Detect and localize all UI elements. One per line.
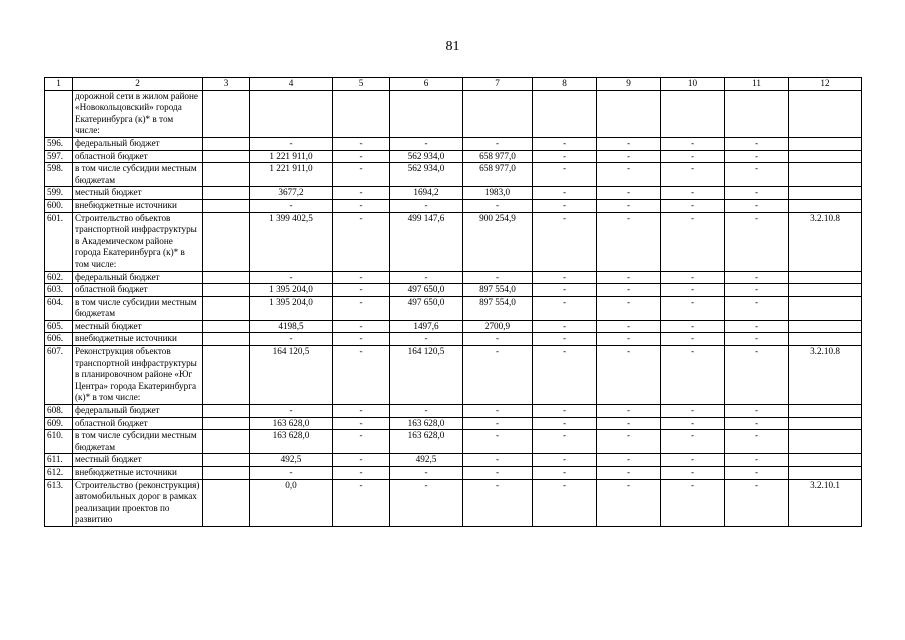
row-number-cell: 596. bbox=[45, 137, 73, 150]
table-row bbox=[45, 284, 862, 297]
row-number-cell: 613. bbox=[45, 479, 73, 526]
total-cell: - bbox=[250, 137, 333, 150]
col-5-cell: - bbox=[333, 479, 390, 526]
col-11-cell: - bbox=[725, 163, 789, 187]
col-6-cell: 1694,2 bbox=[390, 187, 463, 200]
target-ref-cell bbox=[789, 454, 862, 467]
col-10-cell: - bbox=[661, 454, 725, 467]
col-11-cell: - bbox=[725, 467, 789, 480]
col-9-cell: - bbox=[597, 479, 661, 526]
total-cell: - bbox=[250, 199, 333, 212]
item-name-cell: областной бюджет bbox=[73, 150, 203, 163]
table-header-row bbox=[45, 78, 862, 91]
col-3-cell bbox=[203, 296, 250, 320]
col-11-cell: - bbox=[725, 284, 789, 297]
col-10-cell: - bbox=[661, 467, 725, 480]
col-7-cell: - bbox=[463, 405, 533, 418]
col-8-cell: - bbox=[533, 346, 597, 405]
table-row bbox=[45, 296, 862, 320]
item-name-cell: областной бюджет bbox=[73, 417, 203, 430]
col-7-cell: - bbox=[463, 479, 533, 526]
col-10-cell: - bbox=[661, 163, 725, 187]
col-5-cell: - bbox=[333, 467, 390, 480]
column-number-3: 3 bbox=[203, 78, 250, 91]
row-number-cell: 599. bbox=[45, 187, 73, 200]
total-cell: 3677,2 bbox=[250, 187, 333, 200]
col-8-cell: - bbox=[533, 454, 597, 467]
col-8-cell: - bbox=[533, 284, 597, 297]
col-3-cell bbox=[203, 163, 250, 187]
column-number-2: 2 bbox=[73, 78, 203, 91]
col-7-cell: 658 977,0 bbox=[463, 163, 533, 187]
item-name-cell: в том числе субсидии местным бюджетам bbox=[73, 296, 203, 320]
col-6-cell: 497 650,0 bbox=[390, 296, 463, 320]
col-6-cell: - bbox=[390, 467, 463, 480]
table-row bbox=[45, 212, 862, 271]
total-cell: 492,5 bbox=[250, 454, 333, 467]
col-11-cell: - bbox=[725, 199, 789, 212]
item-name-cell: федеральный бюджет bbox=[73, 137, 203, 150]
item-name-cell: федеральный бюджет bbox=[73, 405, 203, 418]
col-11-cell: - bbox=[725, 187, 789, 200]
col-3-cell bbox=[203, 479, 250, 526]
table-row bbox=[45, 150, 862, 163]
item-name-cell: местный бюджет bbox=[73, 187, 203, 200]
table-row bbox=[45, 163, 862, 187]
col-9-cell: - bbox=[597, 430, 661, 454]
col-3-cell bbox=[203, 150, 250, 163]
table-row bbox=[45, 346, 862, 405]
col-10-cell: - bbox=[661, 271, 725, 284]
target-ref-cell bbox=[789, 90, 862, 137]
total-cell: 163 628,0 bbox=[250, 430, 333, 454]
item-name-cell: внебюджетные источники bbox=[73, 333, 203, 346]
column-number-8: 8 bbox=[533, 78, 597, 91]
col-10-cell bbox=[661, 90, 725, 137]
target-ref-cell bbox=[789, 320, 862, 333]
col-7-cell: - bbox=[463, 430, 533, 454]
total-cell: 1 221 911,0 bbox=[250, 163, 333, 187]
col-10-cell: - bbox=[661, 346, 725, 405]
col-9-cell: - bbox=[597, 320, 661, 333]
col-3-cell bbox=[203, 212, 250, 271]
table-row bbox=[45, 417, 862, 430]
budget-table bbox=[44, 77, 862, 527]
col-10-cell: - bbox=[661, 296, 725, 320]
col-7-cell: 2700,9 bbox=[463, 320, 533, 333]
target-ref-cell: 3.2.10.8 bbox=[789, 346, 862, 405]
target-ref-cell bbox=[789, 284, 862, 297]
col-10-cell: - bbox=[661, 212, 725, 271]
item-name-cell: федеральный бюджет bbox=[73, 271, 203, 284]
col-7-cell: - bbox=[463, 417, 533, 430]
item-name-cell: внебюджетные источники bbox=[73, 467, 203, 480]
col-10-cell: - bbox=[661, 417, 725, 430]
target-ref-cell bbox=[789, 405, 862, 418]
item-name-cell: Строительство объектов транспортной инфраструктуры в Академическом районе города Екатеринбурга (к)* в том числе: bbox=[73, 212, 203, 271]
row-number-cell: 609. bbox=[45, 417, 73, 430]
col-6-cell: 163 628,0 bbox=[390, 417, 463, 430]
col-3-cell bbox=[203, 90, 250, 137]
item-name-cell: в том числе субсидии местным бюджетам bbox=[73, 430, 203, 454]
col-5-cell: - bbox=[333, 199, 390, 212]
col-6-cell: - bbox=[390, 405, 463, 418]
col-11-cell bbox=[725, 90, 789, 137]
total-cell: 164 120,5 bbox=[250, 346, 333, 405]
col-6-cell: - bbox=[390, 271, 463, 284]
col-9-cell bbox=[597, 90, 661, 137]
col-8-cell: - bbox=[533, 137, 597, 150]
col-6-cell bbox=[390, 90, 463, 137]
col-10-cell: - bbox=[661, 430, 725, 454]
total-cell: 0,0 bbox=[250, 479, 333, 526]
col-3-cell bbox=[203, 199, 250, 212]
col-6-cell: 163 628,0 bbox=[390, 430, 463, 454]
page-number: 81 bbox=[445, 39, 460, 54]
col-5-cell: - bbox=[333, 163, 390, 187]
col-9-cell: - bbox=[597, 346, 661, 405]
col-6-cell: - bbox=[390, 199, 463, 212]
col-9-cell: - bbox=[597, 137, 661, 150]
col-5-cell: - bbox=[333, 271, 390, 284]
col-5-cell: - bbox=[333, 320, 390, 333]
total-cell: - bbox=[250, 467, 333, 480]
col-10-cell: - bbox=[661, 405, 725, 418]
col-11-cell: - bbox=[725, 405, 789, 418]
col-8-cell bbox=[533, 90, 597, 137]
col-10-cell: - bbox=[661, 320, 725, 333]
col-3-cell bbox=[203, 454, 250, 467]
col-9-cell: - bbox=[597, 150, 661, 163]
col-7-cell: 658 977,0 bbox=[463, 150, 533, 163]
total-cell: - bbox=[250, 405, 333, 418]
col-7-cell: 897 554,0 bbox=[463, 296, 533, 320]
row-number-cell: 611. bbox=[45, 454, 73, 467]
total-cell: 1 221 911,0 bbox=[250, 150, 333, 163]
col-11-cell: - bbox=[725, 346, 789, 405]
col-5-cell: - bbox=[333, 346, 390, 405]
col-8-cell: - bbox=[533, 212, 597, 271]
target-ref-cell bbox=[789, 187, 862, 200]
col-5-cell: - bbox=[333, 150, 390, 163]
col-7-cell: - bbox=[463, 333, 533, 346]
col-6-cell: 562 934,0 bbox=[390, 150, 463, 163]
col-5-cell: - bbox=[333, 430, 390, 454]
target-ref-cell bbox=[789, 137, 862, 150]
col-11-cell: - bbox=[725, 212, 789, 271]
row-number-cell: 602. bbox=[45, 271, 73, 284]
col-8-cell: - bbox=[533, 271, 597, 284]
col-7-cell: 900 254,9 bbox=[463, 212, 533, 271]
column-number-7: 7 bbox=[463, 78, 533, 91]
col-5-cell: - bbox=[333, 212, 390, 271]
target-ref-cell bbox=[789, 417, 862, 430]
col-8-cell: - bbox=[533, 320, 597, 333]
col-3-cell bbox=[203, 467, 250, 480]
col-9-cell: - bbox=[597, 212, 661, 271]
col-9-cell: - bbox=[597, 454, 661, 467]
table-row bbox=[45, 137, 862, 150]
target-ref-cell bbox=[789, 467, 862, 480]
col-7-cell bbox=[463, 90, 533, 137]
column-number-4: 4 bbox=[250, 78, 333, 91]
item-name-cell: местный бюджет bbox=[73, 454, 203, 467]
row-number-cell: 610. bbox=[45, 430, 73, 454]
table-row bbox=[45, 271, 862, 284]
col-9-cell: - bbox=[597, 271, 661, 284]
col-7-cell: - bbox=[463, 467, 533, 480]
col-11-cell: - bbox=[725, 417, 789, 430]
col-8-cell: - bbox=[533, 430, 597, 454]
total-cell: 4198,5 bbox=[250, 320, 333, 333]
col-5-cell: - bbox=[333, 405, 390, 418]
col-3-cell bbox=[203, 320, 250, 333]
total-cell: 1 395 204,0 bbox=[250, 284, 333, 297]
col-8-cell: - bbox=[533, 199, 597, 212]
col-5-cell bbox=[333, 90, 390, 137]
table-row bbox=[45, 199, 862, 212]
col-9-cell: - bbox=[597, 284, 661, 297]
col-11-cell: - bbox=[725, 320, 789, 333]
col-6-cell: - bbox=[390, 333, 463, 346]
item-name-cell: Строительство (реконструкция) автомобильных дорог в рамках реализации проектов по развитию bbox=[73, 479, 203, 526]
total-cell bbox=[250, 90, 333, 137]
row-number-cell: 605. bbox=[45, 320, 73, 333]
col-3-cell bbox=[203, 405, 250, 418]
target-ref-cell: 3.2.10.1 bbox=[789, 479, 862, 526]
col-6-cell: - bbox=[390, 479, 463, 526]
target-ref-cell: 3.2.10.8 bbox=[789, 212, 862, 271]
col-10-cell: - bbox=[661, 199, 725, 212]
col-8-cell: - bbox=[533, 333, 597, 346]
item-name-cell: областной бюджет bbox=[73, 284, 203, 297]
table-row bbox=[45, 90, 862, 137]
col-6-cell: 492,5 bbox=[390, 454, 463, 467]
table-row bbox=[45, 467, 862, 480]
col-5-cell: - bbox=[333, 284, 390, 297]
row-number-cell: 606. bbox=[45, 333, 73, 346]
table-row bbox=[45, 405, 862, 418]
col-11-cell: - bbox=[725, 479, 789, 526]
row-number-cell bbox=[45, 90, 73, 137]
item-name-cell: дорожной сети в жилом районе «Новокольцовский» города Екатеринбурга (к)* в том числе: bbox=[73, 90, 203, 137]
col-8-cell: - bbox=[533, 163, 597, 187]
col-10-cell: - bbox=[661, 333, 725, 346]
column-number-1: 1 bbox=[45, 78, 73, 91]
col-5-cell: - bbox=[333, 296, 390, 320]
col-3-cell bbox=[203, 137, 250, 150]
col-11-cell: - bbox=[725, 150, 789, 163]
column-number-10: 10 bbox=[661, 78, 725, 91]
target-ref-cell bbox=[789, 271, 862, 284]
item-name-cell: Реконструкция объектов транспортной инфраструктуры в планировочном районе «Юг Центра» города Екатеринбурга (к)* в том числе: bbox=[73, 346, 203, 405]
row-number-cell: 612. bbox=[45, 467, 73, 480]
table-row bbox=[45, 479, 862, 526]
col-9-cell: - bbox=[597, 163, 661, 187]
col-7-cell: - bbox=[463, 271, 533, 284]
col-11-cell: - bbox=[725, 271, 789, 284]
target-ref-cell bbox=[789, 150, 862, 163]
col-7-cell: - bbox=[463, 346, 533, 405]
col-6-cell: 499 147,6 bbox=[390, 212, 463, 271]
col-7-cell: - bbox=[463, 454, 533, 467]
col-9-cell: - bbox=[597, 187, 661, 200]
col-3-cell bbox=[203, 284, 250, 297]
row-number-cell: 607. bbox=[45, 346, 73, 405]
column-number-9: 9 bbox=[597, 78, 661, 91]
col-9-cell: - bbox=[597, 296, 661, 320]
col-6-cell: 562 934,0 bbox=[390, 163, 463, 187]
col-5-cell: - bbox=[333, 137, 390, 150]
item-name-cell: в том числе субсидии местным бюджетам bbox=[73, 163, 203, 187]
col-7-cell: - bbox=[463, 199, 533, 212]
col-11-cell: - bbox=[725, 333, 789, 346]
target-ref-cell bbox=[789, 163, 862, 187]
col-8-cell: - bbox=[533, 187, 597, 200]
col-6-cell: 1497,6 bbox=[390, 320, 463, 333]
col-11-cell: - bbox=[725, 430, 789, 454]
col-10-cell: - bbox=[661, 150, 725, 163]
col-3-cell bbox=[203, 417, 250, 430]
row-number-cell: 603. bbox=[45, 284, 73, 297]
table-row bbox=[45, 187, 862, 200]
col-8-cell: - bbox=[533, 296, 597, 320]
row-number-cell: 608. bbox=[45, 405, 73, 418]
col-6-cell: 497 650,0 bbox=[390, 284, 463, 297]
col-10-cell: - bbox=[661, 479, 725, 526]
row-number-cell: 601. bbox=[45, 212, 73, 271]
target-ref-cell bbox=[789, 333, 862, 346]
col-5-cell: - bbox=[333, 187, 390, 200]
col-7-cell: 897 554,0 bbox=[463, 284, 533, 297]
col-11-cell: - bbox=[725, 137, 789, 150]
col-9-cell: - bbox=[597, 333, 661, 346]
table-row bbox=[45, 454, 862, 467]
column-number-11: 11 bbox=[725, 78, 789, 91]
row-number-cell: 598. bbox=[45, 163, 73, 187]
row-number-cell: 604. bbox=[45, 296, 73, 320]
col-7-cell: - bbox=[463, 137, 533, 150]
column-number-5: 5 bbox=[333, 78, 390, 91]
target-ref-cell bbox=[789, 199, 862, 212]
col-10-cell: - bbox=[661, 137, 725, 150]
col-5-cell: - bbox=[333, 417, 390, 430]
column-number-6: 6 bbox=[390, 78, 463, 91]
column-number-12: 12 bbox=[789, 78, 862, 91]
total-cell: 1 395 204,0 bbox=[250, 296, 333, 320]
total-cell: 1 399 402,5 bbox=[250, 212, 333, 271]
table-row bbox=[45, 430, 862, 454]
total-cell: - bbox=[250, 271, 333, 284]
col-8-cell: - bbox=[533, 417, 597, 430]
item-name-cell: местный бюджет bbox=[73, 320, 203, 333]
col-5-cell: - bbox=[333, 454, 390, 467]
target-ref-cell bbox=[789, 430, 862, 454]
col-10-cell: - bbox=[661, 187, 725, 200]
col-5-cell: - bbox=[333, 333, 390, 346]
col-3-cell bbox=[203, 333, 250, 346]
col-6-cell: 164 120,5 bbox=[390, 346, 463, 405]
row-number-cell: 597. bbox=[45, 150, 73, 163]
col-10-cell: - bbox=[661, 284, 725, 297]
col-9-cell: - bbox=[597, 417, 661, 430]
col-9-cell: - bbox=[597, 199, 661, 212]
target-ref-cell bbox=[789, 296, 862, 320]
col-8-cell: - bbox=[533, 479, 597, 526]
col-9-cell: - bbox=[597, 405, 661, 418]
col-11-cell: - bbox=[725, 296, 789, 320]
total-cell: - bbox=[250, 333, 333, 346]
col-11-cell: - bbox=[725, 454, 789, 467]
col-7-cell: 1983,0 bbox=[463, 187, 533, 200]
col-3-cell bbox=[203, 187, 250, 200]
col-8-cell: - bbox=[533, 405, 597, 418]
item-name-cell: внебюджетные источники bbox=[73, 199, 203, 212]
col-8-cell: - bbox=[533, 467, 597, 480]
col-3-cell bbox=[203, 271, 250, 284]
col-8-cell: - bbox=[533, 150, 597, 163]
row-number-cell: 600. bbox=[45, 199, 73, 212]
col-6-cell: - bbox=[390, 137, 463, 150]
col-9-cell: - bbox=[597, 467, 661, 480]
col-3-cell bbox=[203, 346, 250, 405]
table-row bbox=[45, 320, 862, 333]
table-row bbox=[45, 333, 862, 346]
col-3-cell bbox=[203, 430, 250, 454]
total-cell: 163 628,0 bbox=[250, 417, 333, 430]
